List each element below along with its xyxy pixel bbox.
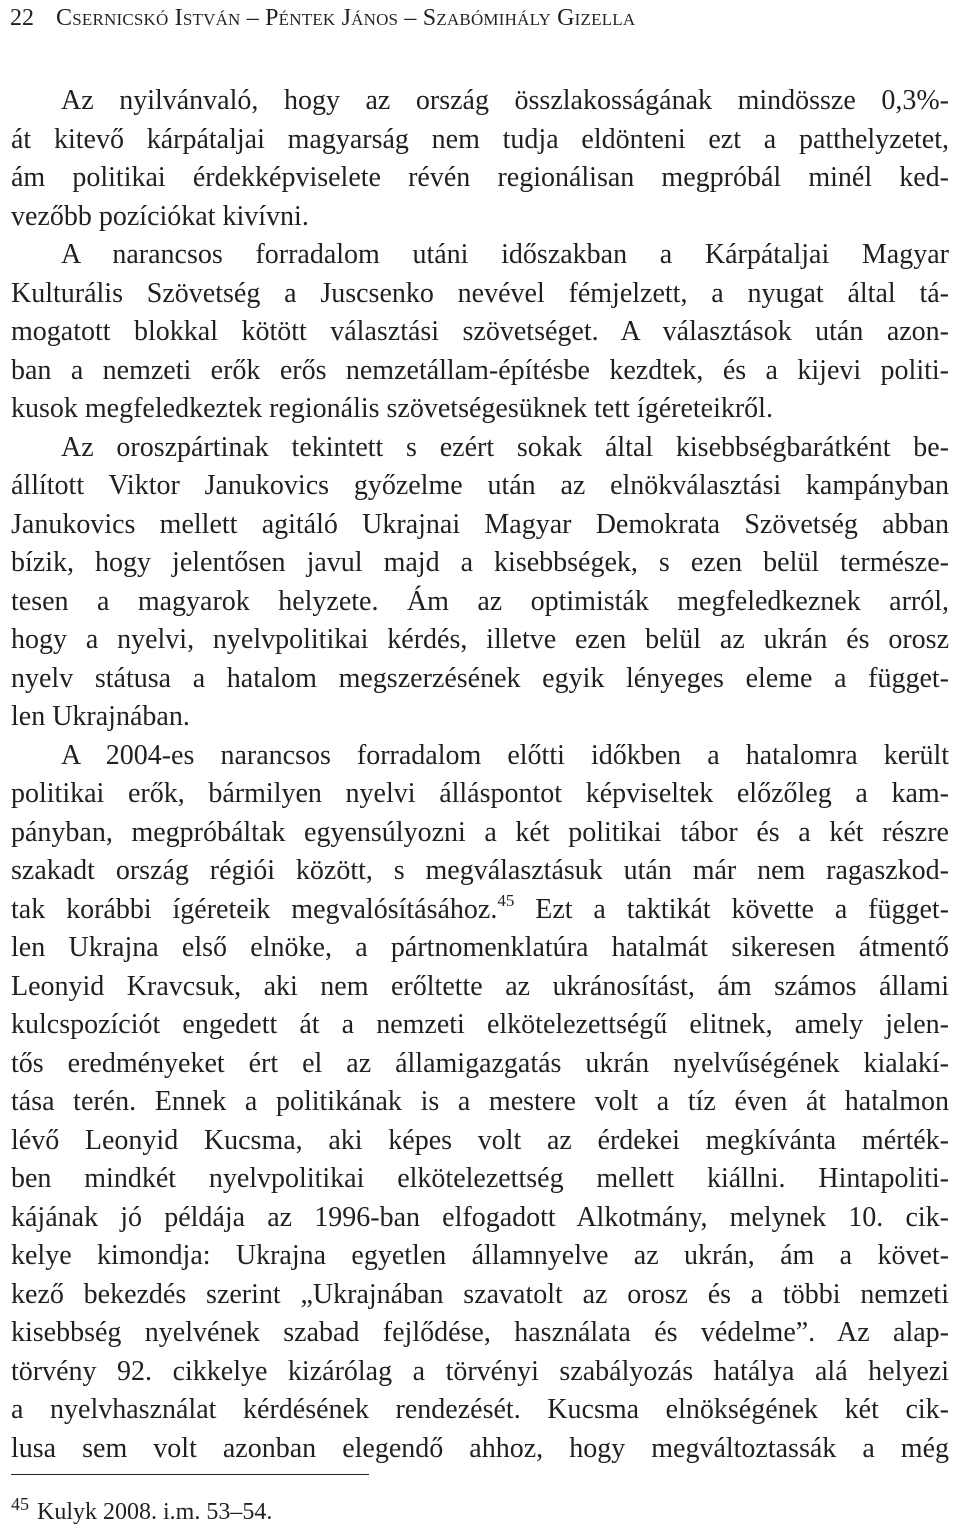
footnote-separator <box>11 1474 369 1475</box>
page-number: 22 <box>10 5 34 31</box>
header-authors: Csernicskó István – Péntek János – Szabómihály Gizella <box>56 5 636 31</box>
text-line: lusa sem volt azonban elegendő ahhoz, hogy megváltoztassák a még <box>11 1432 949 1464</box>
text-line: mogatott blokkal kötött választási szövetséget. A választások után azon- <box>11 316 949 347</box>
footnote-number: 45 <box>11 1494 29 1514</box>
text-line: Janukovics mellett agitáló Ukrajnai Magyar Demokrata Szövetség abban <box>11 508 949 540</box>
footnote-text: Kulyk 2008. i.m. 53–54. <box>37 1499 273 1525</box>
text-line: tása terén. Ennek a politikának is a mestere volt a tíz éven át hatalmon <box>11 1086 949 1117</box>
paragraph <box>11 236 949 429</box>
text-line: hogy a nyelvi, nyelvpolitikai kérdés, illetve ezen belül az ukrán és orosz <box>11 624 949 655</box>
text-line: át kitevő kárpátaljai magyarság nem tudja eldönteni ezt a patthelyzetet, <box>11 123 949 155</box>
text-line: kisebbség nyelvének szabad fejlődése, használata és védelme”. Az alap- <box>11 1317 949 1348</box>
text-line: ben mindkét nyelvpolitikai elkötelezettség mellett kiállni. Hintapoliti- <box>11 1163 949 1194</box>
text-line: Az oroszpártinak tekintett s ezért sokak által kisebbségbarátként be- <box>61 431 949 463</box>
text-line: állított Viktor Janukovics győzelme után az elnökválasztási kampányban <box>11 470 949 501</box>
text-line: vezőbb pozíciókat kivívni. <box>11 200 309 232</box>
text-line: bízik, hogy jelentősen javul majd a kisebbségek, s ezen belül természe- <box>11 547 949 578</box>
text-line: Leonyid Kravcsuk, aki nem erőltette az ukránosítást, ám számos állami <box>11 970 949 1002</box>
text-line: tesen a magyarok helyzete. Ám az optimisták megfeledkeznek arról, <box>11 585 949 617</box>
text-line: len Ukrajnában. <box>11 701 190 732</box>
paragraph <box>11 737 949 1469</box>
text-line: szakadt ország régiói között, s megválasztásuk után már nem ragaszkod- <box>11 855 949 886</box>
text-line: kező bekezdés szerint „Ukrajnában szavatolt az orosz és a többi nemzeti <box>11 1278 949 1310</box>
text-segment: Ezt a taktikát követte a függet- <box>514 893 949 925</box>
text-line: A narancsos forradalom utáni időszakban a Kárpátaljai Magyar <box>61 239 949 270</box>
text-line: tős eredményeket ért el az államigazgatás ukrán nyelvűségének kialakí- <box>11 1047 949 1079</box>
text-line: kusok megfeledkeztek regionális szövetségesüknek tett ígéreteikről. <box>11 393 773 424</box>
text-line-with-footnote <box>11 891 949 930</box>
text-line: törvény 92. cikkelye kizárólag a törvényi szabályozás hatálya alá helyezi <box>11 1355 949 1387</box>
text-line: A 2004-es narancsos forradalom előtti időkben a hatalomra került <box>61 739 949 771</box>
body-text <box>11 82 949 1468</box>
text-segment: tak korábbi ígéreteik megvalósításához. <box>11 893 498 925</box>
paragraph <box>11 82 949 236</box>
text-line: ban a nemzeti erők erős nemzetállam-építésbe kezdtek, és a kijevi politi- <box>11 354 949 386</box>
footnote-reference[interactable]: 45 <box>497 890 515 910</box>
text-line: politikai erők, bármilyen nyelvi álláspontot képviseltek előzőleg a kam- <box>11 778 949 809</box>
text-line: len Ukrajna első elnöke, a pártnomenklatúra hatalmát sikeresen átmentő <box>11 932 949 963</box>
footnote <box>11 1487 273 1525</box>
text-line: kájának jó példája az 1996-ban elfogadott Alkotmány, melynek 10. cik- <box>11 1201 949 1233</box>
text-line: ám politikai érdekképviselete révén regionálisan megpróbál minél ked- <box>11 162 949 193</box>
text-line: Az nyilvánvaló, hogy az ország összlakosságának mindössze 0,3%- <box>61 85 949 116</box>
text-line: Kulturális Szövetség a Juscsenko nevével fémjelzett, a nyugat által tá- <box>11 277 949 309</box>
text-line: kulcspozíciót engedett át a nemzeti elkötelezettségű elitnek, amely jelen- <box>11 1009 949 1040</box>
text-line: lévő Leonyid Kucsma, aki képes volt az érdekei megkívánta mérték- <box>11 1124 949 1156</box>
text-line: a nyelvhasználat kérdésének rendezését. Kucsma elnökségének két cik- <box>11 1394 949 1425</box>
text-line: kelye kimondja: Ukrajna egyetlen államnyelve az ukrán, ám a követ- <box>11 1240 949 1271</box>
text-line: pányban, megpróbáltak egyensúlyozni a két politikai tábor és a két részre <box>11 816 949 848</box>
paragraph <box>11 429 949 737</box>
text-line: nyelv státusa a hatalom megszerzésének egyik lényeges eleme a függet- <box>11 662 949 694</box>
running-header <box>10 0 635 36</box>
